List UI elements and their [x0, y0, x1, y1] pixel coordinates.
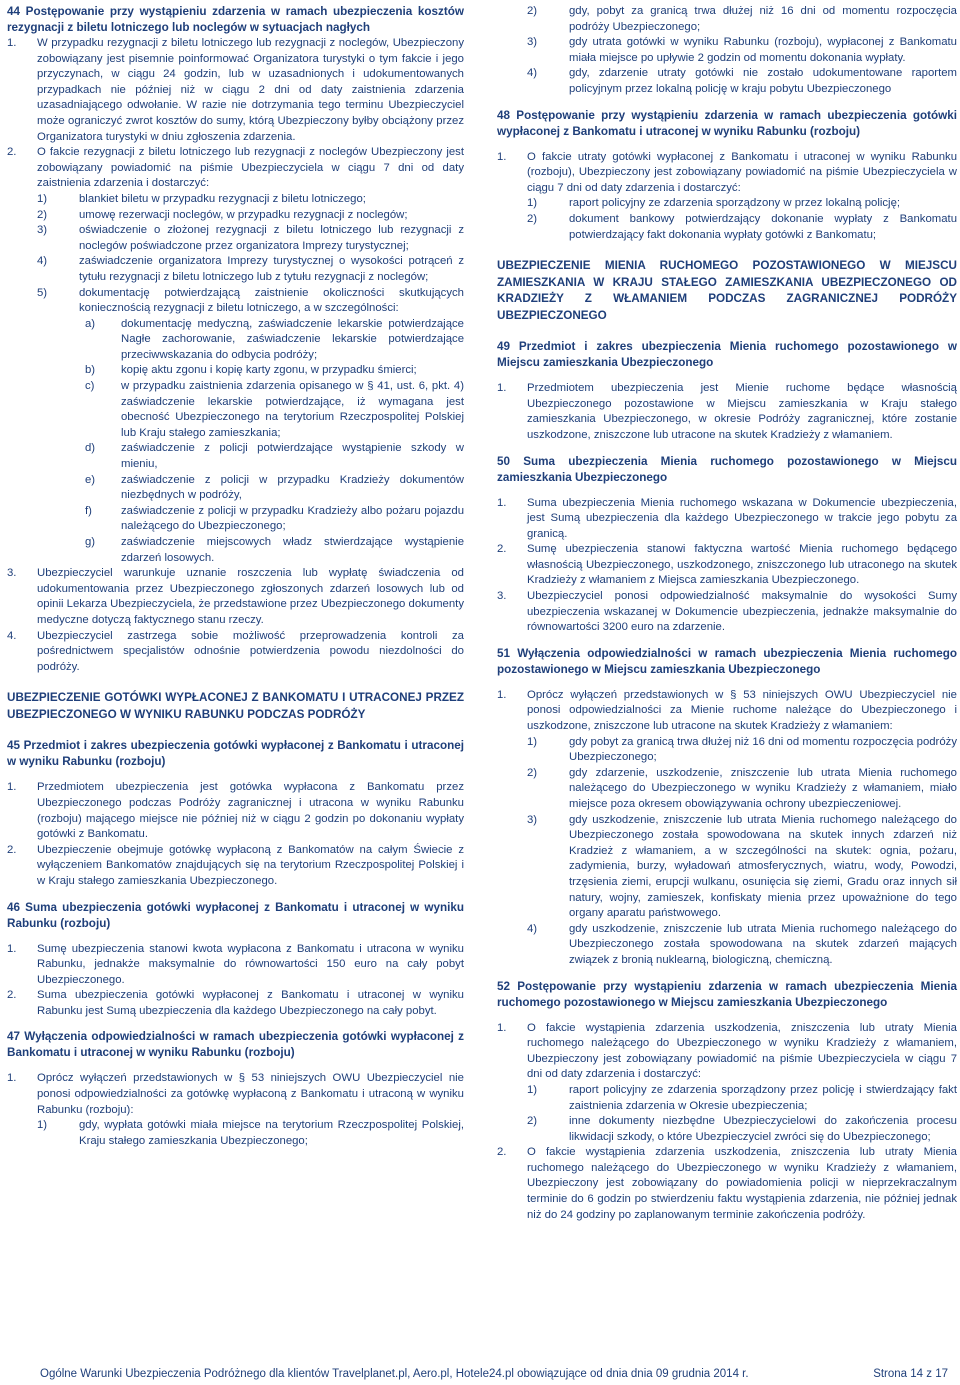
section-48-paragraph-1 — [497, 150, 957, 197]
list-item-number: 1) — [527, 197, 538, 210]
list-item — [7, 843, 464, 890]
list-item-number: 2) — [527, 766, 538, 779]
list-item — [497, 589, 957, 636]
list-item — [527, 735, 957, 766]
list-item-number: d) — [85, 442, 96, 455]
paragraph-text: Ubezpieczyciel warunkuje uznanie roszczenia lub wypłatę świadczenia od udokumentowania przez Ubezpieczonego zgłoszonych zdarzeń losowych lub od opinii Lekarza Ubezpieczyciela, że przedstawione przez Ubezpieczonego dokumenty medyczne dotyczą faktycznego stanu rzeczy. — [37, 567, 464, 626]
list-item — [85, 535, 464, 566]
list-item — [527, 1114, 957, 1145]
list-item-text: kopię aktu zgonu i kopię karty zgonu, w przypadku śmierci; — [121, 364, 417, 377]
list-item-number: 1) — [527, 735, 538, 748]
list-item-number: 1) — [37, 1119, 48, 1132]
list-item — [37, 254, 464, 285]
list-item-text: gdy zdarzenie, uszkodzenie, zniszczenie lub utrata Mienia ruchomego należącego do Ubezpieczonego w wyniku Kradzieży z włamaniem, miało miejsce poza okresem obowiązywania ochrony ubezpieczeniowej. — [569, 766, 957, 810]
section-49-list — [497, 381, 957, 443]
section-45-list — [7, 780, 464, 889]
paragraph-number: 1. — [497, 150, 507, 163]
list-item-number: 1) — [37, 192, 48, 205]
list-item-text: raport policyjny ze zdarzenia sporządzony w przez lokalną policję; — [569, 197, 901, 210]
section-46-list — [7, 942, 464, 1020]
paragraph-3 — [7, 566, 464, 628]
paragraph-number: 3. — [7, 567, 17, 580]
list-item-number: 2. — [7, 989, 17, 1002]
paragraph-number: 1. — [497, 1021, 507, 1034]
paragraph-number: 2. — [497, 1146, 507, 1159]
section-47-exclusions — [7, 1118, 464, 1149]
list-item-number: 4) — [37, 255, 48, 268]
list-item — [37, 208, 464, 224]
list-item-text: Sumę ubezpieczenia stanowi kwota wypłacona z Bankomatu i utracona w wyniku Rabunku, jednakże maksymalnie do równowartości 150 euro na cały pobyt Ubezpieczonego. — [37, 942, 464, 986]
list-item-text: dokument bankowy potwierdzający dokonanie wypłaty z Bankomatu potwierdzający fakt dokonania wypłaty gotówki z Bankomatu; — [569, 212, 957, 241]
list-item-text: gdy uszkodzenie, zniszczenie lub utrata Mienia ruchomego należącego do Ubezpieczonego została spowodowana na skutek zdarzeń mających związek z bronią nuklearną, biologiczną, chemiczną. — [569, 922, 957, 966]
section-52-title: 52 Postępowanie przy wystąpieniu zdarzenia w ramach ubezpieczenia Mienia ruchomego pozostawionego w Miejscu zamieszkania Ubezpieczonego — [497, 979, 957, 1009]
list-item-number: 4) — [527, 922, 538, 935]
list-item-number: 3) — [527, 36, 538, 49]
list-item — [85, 379, 464, 441]
section-47-title: 47 Wyłączenia odpowiedzialności w ramach ubezpieczenia gotówki wypłaconej z Bankomatu i utraconej w wyniku Rabunku (rozboju) — [7, 1030, 464, 1060]
list-item — [7, 780, 464, 842]
list-item — [7, 988, 464, 1019]
paragraph-number: 1. — [497, 688, 507, 701]
list-item — [85, 317, 464, 364]
list-item-text: blankiet biletu w przypadku rezygnacji z biletu lotniczego; — [79, 192, 366, 205]
paragraph-number: 1. — [7, 1072, 17, 1085]
list-item — [37, 223, 464, 254]
list-item — [85, 363, 464, 379]
list-item-number: f) — [85, 504, 92, 517]
list-item-number: 3) — [37, 224, 48, 237]
list-item-text: raport policyjny ze zdarzenia sporządzony przez policję i stwierdzający fakt zaistnienia zdarzenia w Okresie ubezpieczenia; — [569, 1083, 957, 1112]
list-item — [85, 473, 464, 504]
list-item-number: 2. — [7, 843, 17, 856]
list-item-text: w przypadku zaistnienia zdarzenia opisanego w § 41, ust. 6, pkt. 4) zaświadczenie lekarskie potwierdzające, iż wymagana jest obecność Ubezpieczonego na terytorium Rzeczpospolitej Polskiej lub Kraju stałego zamieszkania; — [121, 380, 464, 439]
list-item — [527, 766, 957, 813]
list-item-number: 2. — [497, 543, 507, 556]
list-item-text: Ubezpieczenie obejmuje gotówkę wypłaconą z Bankomatów na całym Świecie z wyłączeniem Bankomatów znajdujących się na terytorium Rzeczpospolitej Polskiej i w Kraju stałego zamieszkania Ubezpieczonego. — [37, 843, 464, 887]
section-52-list — [497, 1083, 957, 1145]
list-item-number: 2) — [527, 1115, 538, 1128]
list-item — [527, 813, 957, 922]
list-item — [527, 1083, 957, 1114]
section-44-title: 44 Postępowanie przy wystąpieniu zdarzenia w ramach ubezpieczenia kosztów rezygnacji z biletu lotniczego lub noclegów w sytuacjach nagłych — [7, 5, 464, 34]
paragraph-number: 1. — [7, 37, 17, 49]
footer-text: Ogólne Warunki Ubezpieczenia Podróżnego dla klientów Travelplanet.pl, Aero.pl, Hotele24.pl obowiązujące od dnia dnia 09 grudnia 2014 r. — [40, 1368, 749, 1380]
list-item-number: 1. — [7, 781, 17, 794]
list-item-number: 1) — [527, 1083, 538, 1096]
list-item-text: gdy, wypłata gotówki miała miejsce na terytorium Rzeczpospolitej Polskiej, Kraju stałego zamieszkania Ubezpieczonego; — [79, 1119, 464, 1147]
paragraph-text: Oprócz wyłączeń przedstawionych w § 53 niniejszych OWU Ubezpieczyciel nie ponosi odpowiedzialności za gotówkę wypłaconą z Bankomatu i utraconą w wyniku Rabunku (rozboju): — [37, 1072, 464, 1116]
list-item-text: gdy, pobyt za granicą trwa dłużej niż 16 dni od momentu rozpoczęcia podróży Ubezpieczonego; — [569, 5, 957, 33]
list-item-text: inne dokumenty niezbędne Ubezpieczycielowi do zakończenia procesu likwidacji szkody, o które Ubezpieczyciel zwróci się do Ubezpieczonego; — [569, 1115, 957, 1143]
list-item — [527, 35, 957, 66]
list-item — [527, 212, 957, 243]
section-51-title: 51 Wyłączenia odpowiedzialności w ramach ubezpieczenia Mienia ruchomego pozostawionego w Miejscu zamieszkania Ubezpieczonego — [497, 646, 957, 676]
list-item — [37, 286, 464, 317]
documentation-sublist — [7, 317, 464, 567]
list-item-text: gdy utrata gotówki w wyniku Rabunku (rozboju), wypłaconej z Bankomatu miała miejsce po upływie 2 godzin od momentu dokonania wypłaty. — [569, 36, 957, 64]
list-item-text: Sumę ubezpieczenia stanowi faktyczna wartość Mienia ruchomego będącego własnością Ubezpieczonego, uszkodzonego, zniszczonego lub utraconego na skutek Kradzieży z włamaniem z Miejsca zamieszkania Ubezpieczonego. — [527, 543, 957, 587]
paragraph-number: 4. — [7, 629, 17, 642]
list-item-text: gdy pobyt za granicą trwa dłużej niż 16 dni od momentu rozpoczęcia podróży Ubezpieczonego; — [569, 735, 957, 764]
list-item-text: Ubezpieczyciel ponosi odpowiedzialność maksymalnie do wysokości Sumy ubezpieczenia wskazanej w Dokumencie ubezpieczenia, jednakże maksymalnie do równowartości 3200 euro na zdarzenie. — [527, 590, 957, 634]
paragraph-text: O fakcie wystąpienia zdarzenia uszkodzenia, zniszczenia lub utraty Mienia ruchomego należącego do Ubezpieczonego w wyniku Kradzieży z włamaniem, Ubezpieczony jest zobowiązany do powiadomienia policji w nieprzekraczalnym terminie do 6 godzin po stwierdzeniu faktu wystąpienia zdarzenia, nie później jednak niż do 24 godziny po zaplanowanym terminie zakończenia podróży. — [527, 1146, 957, 1221]
list-item — [7, 942, 464, 989]
page-number: Strona 14 z 17 — [873, 1368, 948, 1380]
paragraph-2 — [7, 145, 464, 192]
list-item-number: 2) — [37, 208, 48, 221]
list-item-number: c) — [85, 380, 95, 393]
list-item-text: gdy, zdarzenie utraty gotówki nie zostało udokumentowane raportem policyjnym przez lokalną policję w kraju pobytu Ubezpieczonego — [569, 67, 957, 95]
list-item-text: Przedmiotem ubezpieczenia jest gotówka wypłacona z Bankomatu przez Ubezpieczonego podczas Podróży zagranicznej i utracona w wyniku Rabunku (rozboju) mającego miejsce nie później niż w ciągu 2 godzin po dokonaniu wypłaty gotówki z Bankomatu. — [37, 781, 464, 841]
paragraph-text: O fakcie wystąpienia zdarzenia uszkodzenia, zniszczenia lub utraty Mienia ruchomego należącego do Ubezpieczonego w wyniku Kradzieży z włamaniem, Ubezpieczony jest zobowiązany powiadomić na piśmie Ubezpieczyciela w ciągu 7 dni od daty zdarzenia i dostarczyć: — [527, 1021, 957, 1081]
section-45-title: 45 Przedmiot i zakres ubezpieczenia gotówki wypłaconej z Bankomatu i utraconej w wyniku Rabunku (rozboju) — [7, 739, 464, 769]
list-item-number: b) — [85, 364, 96, 377]
section-47-exclusions-continued — [497, 4, 957, 98]
right-column — [497, 4, 957, 1223]
list-item-text: oświadczenie o złożonej rezygnacji z biletu lotniczego lub rezygnacji z noclegów poświadczone przez organizatora Imprezy turystycznej; — [79, 224, 464, 252]
paragraph-text: Oprócz wyłączeń przedstawionych w § 53 niniejszych OWU Ubezpieczyciel nie ponosi odpowiedzialności za Mienie ruchome należące do Ubezpieczonego i uszkodzone, zniszczone lub utracone na skutek Kradzieży z włamaniem: — [527, 688, 957, 733]
list-item-text: umowę rezerwacji noclegów, w przypadku rezygnacji z noclegów; — [79, 208, 408, 221]
section-51-exclusions — [497, 735, 957, 969]
list-item-text: zaświadczenie organizatora Imprezy turystycznej o wysokości potrąceń z tytułu rezygnacji z biletu lotniczego lub z tytułu rezygnacji z noclegów; — [79, 255, 464, 283]
chapter-heading-property: UBEZPIECZENIE MIENIA RUCHOMEGO POZOSTAWIONEGO W MIEJSCU ZAMIESZKANIA W KRAJU STAŁEGO ZAMIESZKANIA UBEZPIECZONEGO OD KRADZIEŻY Z WŁAMANIEM PODCZAS ZAGRANICZNEJ PODRÓŻY UBEZPIECZONEGO — [497, 259, 957, 322]
list-item-number: 1. — [497, 382, 507, 395]
list-item-text: zaświadczenie miejscowych władz stwierdzające wystąpienie zdarzeń losowych. — [121, 536, 464, 564]
section-52-paragraph-2 — [497, 1145, 957, 1223]
list-item — [527, 66, 957, 97]
list-item-text: gdy uszkodzenie, zniszczenie lub utrata Mienia ruchomego należącego do Ubezpieczonego została spowodowana na skutek innych zdarzeń niż Kradzież z włamaniem, a w szczególności na skutek: ognia, pożaru, zadymienia, burzy, wyładowań atmosferycznych, wiatru, wody, Powodzi, trzęsienia ziemi, erupcji wulkanu, osunięcia się ziemi, Gradu oraz innych sił natury, wojny, zamieszek, konfiskaty mienia przez upoważnione do tego organy aparatu państwowego. — [569, 813, 957, 920]
list-item — [527, 196, 957, 212]
paragraph-1 — [7, 36, 464, 145]
section-48-list — [497, 196, 957, 243]
chapter-heading-atm: UBEZPIECZENIE GOTÓWKI WYPŁACONEJ Z BANKOMATU I UTRACONEJ PRZEZ UBEZPIECZONEGO W WYNIKU RABUNKU PODCZAS PODRÓŻY — [7, 691, 464, 721]
requirement-list — [7, 192, 464, 317]
list-item-number: e) — [85, 473, 96, 486]
list-item — [497, 496, 957, 543]
list-item-number: g) — [85, 536, 96, 548]
list-item-number: 4) — [527, 67, 538, 80]
left-column — [7, 4, 464, 1149]
list-item-text: zaświadczenie z policji w przypadku Kradzieży dokumentów niezbędnych w podróży, — [121, 473, 464, 502]
paragraph-4 — [7, 629, 464, 676]
section-50-title: 50 Suma ubezpieczenia Mienia ruchomego pozostawionego w Miejscu zamieszkania Ubezpieczonego — [497, 454, 957, 484]
list-item-text: Przedmiotem ubezpieczenia jest Mienie ruchome będące własnością Ubezpieczonego pozostawione w Miejscu zamieszkania w Kraju stałego zamieszkania Ubezpieczonego, w okresie Podróży zagranicznej, które zostanie uszkodzone, zniszczone lub utracone na skutek Kradzieży z włamaniem. — [527, 382, 957, 441]
list-item-text: dokumentację medyczną, zaświadczenie lekarskie potwierdzające Nagłe zachorowanie, zaświadczenie lekarskie potwierdzające przeciwwskazania do odbycia podróży; — [121, 317, 464, 361]
paragraph-text: Ubezpieczyciel zastrzega sobie możliwość przeprowadzenia kontroli za pośrednictwem specjalistów odnośnie potwierdzenia powodu niezdolności do podróży. — [37, 629, 464, 673]
section-48-title: 48 Postępowanie przy wystąpieniu zdarzenia w ramach ubezpieczenia gotówki wypłaconej z Bankomatu i utraconej w wyniku Rabunku (rozboju) — [497, 108, 957, 138]
list-item — [37, 192, 464, 208]
list-item-text: Suma ubezpieczenia Mienia ruchomego wskazana w Dokumencie ubezpieczenia, jest Sumą ubezpieczenia dla każdego Ubezpieczonego w trakcie jego pobytu za granicą. — [527, 496, 957, 540]
list-item-number: 1. — [497, 496, 507, 509]
section-51-paragraph-1 — [497, 688, 957, 735]
list-item — [497, 381, 957, 443]
list-item — [527, 4, 957, 35]
section-52-paragraph-1 — [497, 1021, 957, 1083]
list-item — [85, 504, 464, 535]
list-item-number: a) — [85, 317, 96, 330]
paragraph-number: 2. — [7, 146, 17, 159]
list-item — [527, 922, 957, 969]
section-49-title: 49 Przedmiot i zakres ubezpieczenia Mienia ruchomego pozostawionego w Miejscu zamieszkania Ubezpieczonego — [497, 340, 957, 370]
paragraph-text: O fakcie rezygnacji z biletu lotniczego lub rezygnacji z noclegów Ubezpieczony jest zobowiązany powiadomić na piśmie Ubezpieczyciela w ciągu 7 dni od daty zaistnienia zdarzenia i dostarczyć: — [37, 146, 464, 190]
list-item-text: zaświadczenie z policji potwierdzające wystąpienie szkody w mieniu, — [121, 442, 464, 471]
list-item-text: dokumentację potwierdzającą zaistnienie okoliczności skutkujących koniecznością rezygnacji z biletu lotniczego, a w szczególności: — [79, 286, 464, 315]
list-item-number: 5) — [37, 286, 48, 299]
list-item-number: 1. — [7, 942, 17, 955]
list-item-text: zaświadczenie z policji w przypadku Kradzieży albo pożaru pojazdu należącego do Ubezpieczonego; — [121, 504, 464, 533]
list-item-text: Suma ubezpieczenia gotówki wypłaconej z Bankomatu i utraconej w wyniku Rabunku jest Sumą ubezpieczenia dla każdego Ubezpieczonego na cały pobyt. — [37, 989, 464, 1017]
list-item-number: 2) — [527, 212, 538, 225]
section-46-title: 46 Suma ubezpieczenia gotówki wypłaconej z Bankomatu i utraconej w wyniku Rabunku (rozboju) — [7, 900, 464, 930]
list-item-number: 3) — [527, 813, 538, 826]
section-50-list — [497, 496, 957, 636]
paragraph-text: O fakcie utraty gotówki wypłaconej z Bankomatu i utraconej w wyniku Rabunku (rozboju), Ubezpieczony jest zobowiązany powiadomić na piśmie Ubezpieczyciela w ciągu 7 dni od daty zdarzenia i dostarczyć: — [527, 150, 957, 194]
paragraph-text: W przypadku rezygnacji z biletu lotniczego lub rezygnacji z noclegów, Ubezpieczony zobowiązany jest pisemnie poinformować Organizatora turystyki o tym fakcie i jego przyczynach, w ciągu 24 godzin, lub w uzasadnionych i udokumentowanych przypadkach nie później niż w ciągu 2 dni od daty zaistnienia zdarzenia uzasadniającego odwołanie. W razie nie dotrzymania tego terminu Ubezpieczyciel może ograniczyć zwrot kosztów do sumy, którą Ubezpieczony byłby obciążony przez Organizatora turystyki w dniu zgłoszenia zdarzenia. — [37, 37, 464, 143]
section-47-paragraph-1 — [7, 1071, 464, 1118]
list-item — [37, 1118, 464, 1149]
list-item — [85, 441, 464, 472]
list-item-number: 2) — [527, 5, 538, 17]
list-item — [497, 542, 957, 589]
list-item-number: 3. — [497, 590, 507, 603]
